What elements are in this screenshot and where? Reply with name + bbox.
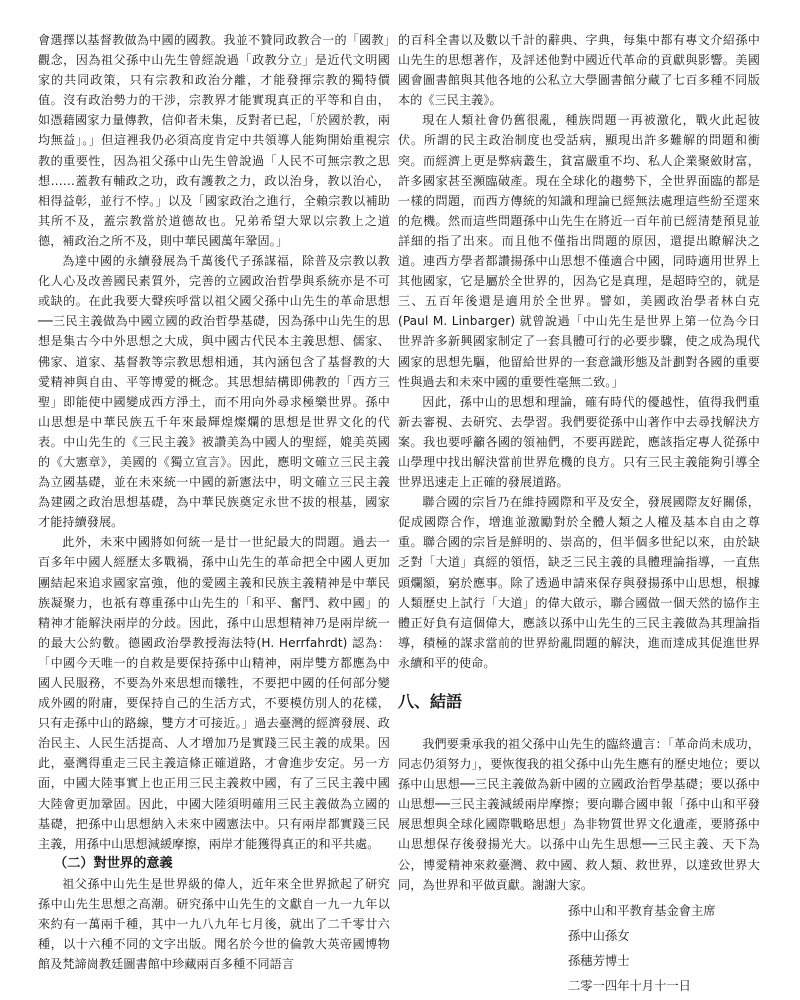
left-column (38, 30, 390, 974)
body-paragraph: 會選擇以基督教做為中國的國教。我並不贊同政教合一的「國教」觀念，因為祖父孫中山先生曾經說過「政教分立」是近代文明國家的共同政策，只有宗教和政治分離，才能發揮宗教的獨特價值。沒有政治勢力的干涉，宗教界才能實現真正的平等和自由，如憑藉國家力量傳教，信仰者未集，反對者已起，「於國於教，兩均無益」。」但這裡我仍必須高度肯定中共領導人能夠開始重視宗教的重要性，因為祖父孫中山先生曾說過「人民不可無宗教之思想……蓋教有輔政之功，政有護教之力，政以治身，教以治心，相得益彰，並行不悖。」以及「國家政治之進行，全賴宗教以補助其所不及，蓋宗教當於道德故也。兄弟希望大眾以宗教上之道德，補政治之所不及，則中華民國萬年鞏固。」 (38, 33, 390, 248)
signature-block (568, 899, 760, 999)
body-paragraph: 因此，孫中山的思想和理論，確有時代的優越性，值得我們重新去審視、去研究、去學習。我們要從孫中山著作中去尋找解決方案。我也要呼籲各國的領袖們，不要再蹉跎，應該指定專人從孫中山學理中找出解決當前世界危機的良方。只有三民主義能夠引導全世界迅速走上正確的發展道路。 (398, 394, 760, 490)
section-subheading: （二）對世界的意義 (54, 855, 173, 871)
signature-title: 孫中山和平教育基金會主席 (568, 903, 716, 918)
signature-name: 孫穗芳博士 (568, 953, 630, 968)
body-paragraph: 聯合國的宗旨乃在維持國際和平及安全，發展國際友好關係，促成國際合作，增進並激勵對於全體人類之人權及基本自由之尊重。聯合國的宗旨是鮮明的、崇高的，但半個多世紀以來，由於缺乏對「大道」真經的領悟，缺乏三民主義的具體理論指導，一直焦頭爛額，窮於應事。除了透過申請來保存與發揚孫中山思想，根據人類歷史上試行「大道」的偉大啟示，聯合國做一個天然的協作主體正好負有這個偉大，應該以孫中山先生的三民主義做為其理論指導，積極的謀求當前的世界紛亂問題的解決，進而達成其促進世界永續和平的使命。 (398, 495, 760, 670)
body-paragraph: 我們要秉承我的祖父孫中山先生的臨終遺言：「革命尚未成功，同志仍須努力」，要恢復我的祖父孫中山先生應有的歷史地位；要以孫中山思想──三民主義做為新中國的立國政治哲學基礎；要以孫中山思想──三民主義減緩兩岸摩擦；要向聯合國申報「孫中山和平發展思想與全球化國際戰略思想」為非物質世界文化遺產，要將孫中山思想保存後發揚光大。以孫中山先生思想──三民主義、天下為公，博愛精神來救臺灣、救中國、救人類、救世界，以達致世界大同，為世界和平做貢獻。謝謝大家。 (398, 737, 760, 892)
body-paragraph: 為達中國的永續發展為千萬後代子孫謀福，除普及宗教以教化人心及改善國民素質外，完善的立國政治哲學與系統亦是不可或缺的。在此我要大聲疾呼當以祖父國父孫中山先生的革命思想──三民主義做為中國立國的政治哲學基礎，因為孫中山先生的思想是集古今中外思想之大成，與中國古代民本主義思想、儒家、佛家、道家、基督教等宗教思想相通，其內涵包含了基督教的大愛精神與自由、平等博愛的概念。其思想結構即佛教的「西方三聖」即能使中國變成西方淨土，而不用向外尋求極樂世界。孫中山思想是中華民族五千年來最輝煌燦爛的思想是世界文化的代表。中山先生的《三民主義》被讚美為中國人的聖經，媲美英國的《大憲章》，美國的《獨立宣言》。因此，應明文確立三民主義為立國基礎，並在未來統一中國的新憲法中，明文確立三民主義為建國之政治思想基礎，為中華民族奠定永世不拔的根基，國家才能持續發展。 (38, 254, 390, 530)
right-column (398, 30, 760, 999)
section-heading: 八、結語 (398, 692, 463, 711)
body-paragraph: 祖父孫中山先生是世界級的偉人，近年來全世界掀起了研究孫中山先生思想之高潮。研究孫中山先生的文獻自一九一九年以來約有一萬兩千種，其中一九八九年七月後，就出了二千零廿六種，以十六種不同的文字出版。聞名於今世的倫敦大英帝國博物館及梵諦崗教廷圖書館中珍藏兩百多種不同語言 (38, 876, 390, 972)
signature-date: 二零一四年十月十一日 (568, 978, 691, 993)
body-paragraph: 的百科全書以及數以千計的辭典、字典，每集中都有專文介紹孫中山先生的思想著作，及評述他對中國近代革命的貢獻與影響。美國國會圖書館與其他各地的公私立大學圖書館分藏了七百多種不同版本的《三民主義》。 (398, 33, 760, 108)
body-paragraph: 現在人類社會仍舊很亂，種族問題一再被激化，戰火此起彼伏。所謂的民主政治制度也受話病，顯現出許多難解的問題和衝突。而經濟上更是弊病叢生，貧富嚴重不均、私人企業聚斂財富，許多國家甚至瀕臨破產。現在全球化的趨勢下，全世界面臨的都是一樣的問題，而西方傳統的知識和理論已經無法處理這些紛至遝來的危機。然而這些問題孫中山先生在將近一百年前已經清楚預見並詳細的指了出來。而且他不僅指出問題的原因，還提出瞭解決之道。連西方學者都讚揚孫中山思想不僅適合中國，同時適用世界上其他國家，它是屬於全世界的，因為它是真理，是超時空的，就是三、五百年後還是適用於全世界。譬如，美國政治學者林白克 (Paul M. Linbarger) 就曾說過「中山先生是世界上第一位為今日世界許多新興國家制定了一套具體可行的必要步驟，使之成為現代國家的思想先驅，他留給世界的一套意識形態及計劃對各國的重要性與過去和未來中國的重要性毫無二致。」 (398, 113, 760, 389)
body-paragraph: 此外，未來中國將如何統一是廿一世紀最大的問題。過去一百多年中國人經歷太多戰禍，孫中山先生的革命把全中國人更加團結起來追求國家富強，他的愛國主義和民族主義精神是中華民族凝聚力，也祇有尊重孫中山先生的「和平、奮鬥、救中國」的精神才能解決兩岸的分歧。因此，孫中山思想精神乃是兩岸統一的最大公約數。德國政治學教授海法特(H. Herrfahrdt) 認為：「中國今天唯一的自救是要保持孫中山精神，兩岸雙方都應為中國人民服務，不要為外來思想而犧牲，不要把中國的任何部分變成外國的附庸，要保持自己的生活方式，不要模仿別人的花樣，只有走孫中山的路線，雙方才可接近。」過去臺灣的經濟發展、政治民主、人民生活提高、人才增加乃是實踐三民主義的成果。因此，臺灣得重走三民主義這條正確道路，才會進步安定。另一方面，中國大陸事實上也正用三民主義救中國，有了三民主義中國大陸會更加鞏固。因此，中國大陸須明確用三民主義做為立國的基礎，把孫中山思想納入未來中國憲法中。只有兩岸都實踐三民主義，用孫中山思想減緩摩擦，兩岸才能獲得真正的和平共處。 (38, 535, 390, 851)
signature-relation: 孫中山孫女 (568, 928, 630, 943)
